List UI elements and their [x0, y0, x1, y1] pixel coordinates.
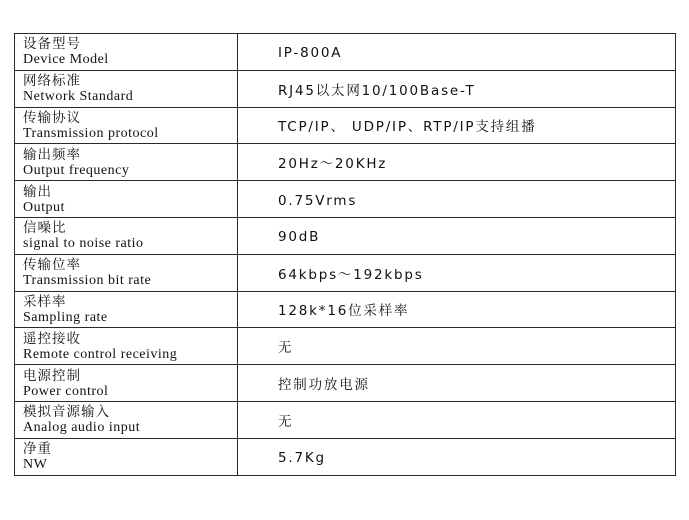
spec-row-device-model: [15, 34, 676, 71]
spec-value: 0.75Vrms: [278, 192, 358, 209]
spec-value-cell: [238, 291, 676, 328]
spec-row-output-frequency: [15, 144, 676, 181]
spec-value: RJ45以太网10/100Base-T: [278, 82, 476, 99]
spec-row-sampling-rate: [15, 291, 676, 328]
spec-value-cell: [238, 181, 676, 218]
spec-value-cell: [238, 144, 676, 181]
spec-value-cell: [238, 328, 676, 365]
spec-value-cell: [238, 70, 676, 107]
spec-label-en: Power control: [23, 383, 109, 399]
spec-label-en: Transmission protocol: [23, 125, 159, 141]
spec-label-en: Remote control receiving: [23, 346, 178, 362]
spec-label-cell: [15, 328, 238, 365]
spec-label-en: Analog audio input: [23, 420, 141, 436]
spec-row-power-control: [15, 365, 676, 402]
spec-label-cell: [15, 144, 238, 181]
spec-value-cell: [238, 217, 676, 254]
spec-row-analog-input: [15, 401, 676, 438]
spec-label-cell: [15, 181, 238, 218]
spec-value: 90dB: [278, 229, 321, 246]
spec-label-en: signal to noise ratio: [23, 236, 144, 252]
spec-label-en: Transmission bit rate: [23, 273, 152, 289]
spec-row-transmission-protocol: [15, 107, 676, 144]
spec-value: 无: [278, 413, 294, 430]
spec-value: 128k*16位采样率: [278, 303, 410, 320]
spec-value-cell: [238, 107, 676, 144]
spec-label-zh: 输出频率: [23, 146, 81, 163]
spec-label-cell: [15, 438, 238, 475]
spec-label-zh: 信噪比: [23, 220, 67, 237]
spec-label-zh: 输出: [23, 183, 52, 200]
spec-value: IP-800A: [278, 45, 343, 62]
spec-value-cell: [238, 254, 676, 291]
spec-value: 无: [278, 340, 294, 357]
spec-row-network-standard: [15, 70, 676, 107]
spec-label-zh: 电源控制: [23, 367, 81, 384]
spec-label-en: Device Model: [23, 52, 109, 68]
spec-label-en: Output: [23, 199, 65, 215]
spec-label-zh: 设备型号: [23, 36, 81, 53]
spec-value: 20Hz～20KHz: [278, 156, 388, 173]
spec-row-signal-to-noise: [15, 217, 676, 254]
spec-label-cell: [15, 291, 238, 328]
spec-label-cell: [15, 70, 238, 107]
spec-label-zh: 模拟音源输入: [23, 404, 110, 421]
spec-value: 64kbps～192kbps: [278, 266, 424, 283]
spec-value-cell: [238, 401, 676, 438]
spec-label-en: Output frequency: [23, 162, 130, 178]
spec-row-bit-rate: [15, 254, 676, 291]
spec-value: 5.7Kg: [278, 450, 326, 467]
spec-label-cell: [15, 107, 238, 144]
spec-table: [14, 33, 676, 476]
spec-label-en: NW: [23, 457, 48, 473]
spec-row-remote-control: [15, 328, 676, 365]
spec-label-zh: 网络标准: [23, 73, 81, 90]
spec-value-cell: [238, 438, 676, 475]
spec-label-zh: 传输协议: [23, 109, 81, 126]
spec-value-cell: [238, 34, 676, 71]
spec-label-zh: 传输位率: [23, 257, 81, 274]
spec-label-zh: 采样率: [23, 293, 67, 310]
spec-label-zh: 净重: [23, 441, 52, 458]
spec-label-cell: [15, 365, 238, 402]
spec-label-cell: [15, 254, 238, 291]
spec-value: 控制功放电源: [278, 377, 370, 394]
spec-row-output: [15, 181, 676, 218]
spec-value: TCP/IP、 UDP/IP、RTP/IP支持组播: [278, 119, 537, 136]
spec-label-en: Sampling rate: [23, 309, 108, 325]
spec-label-cell: [15, 217, 238, 254]
spec-label-cell: [15, 34, 238, 71]
spec-label-zh: 遥控接收: [23, 330, 81, 347]
spec-row-net-weight: [15, 438, 676, 475]
spec-value-cell: [238, 365, 676, 402]
spec-label-en: Network Standard: [23, 89, 134, 105]
spec-label-cell: [15, 401, 238, 438]
